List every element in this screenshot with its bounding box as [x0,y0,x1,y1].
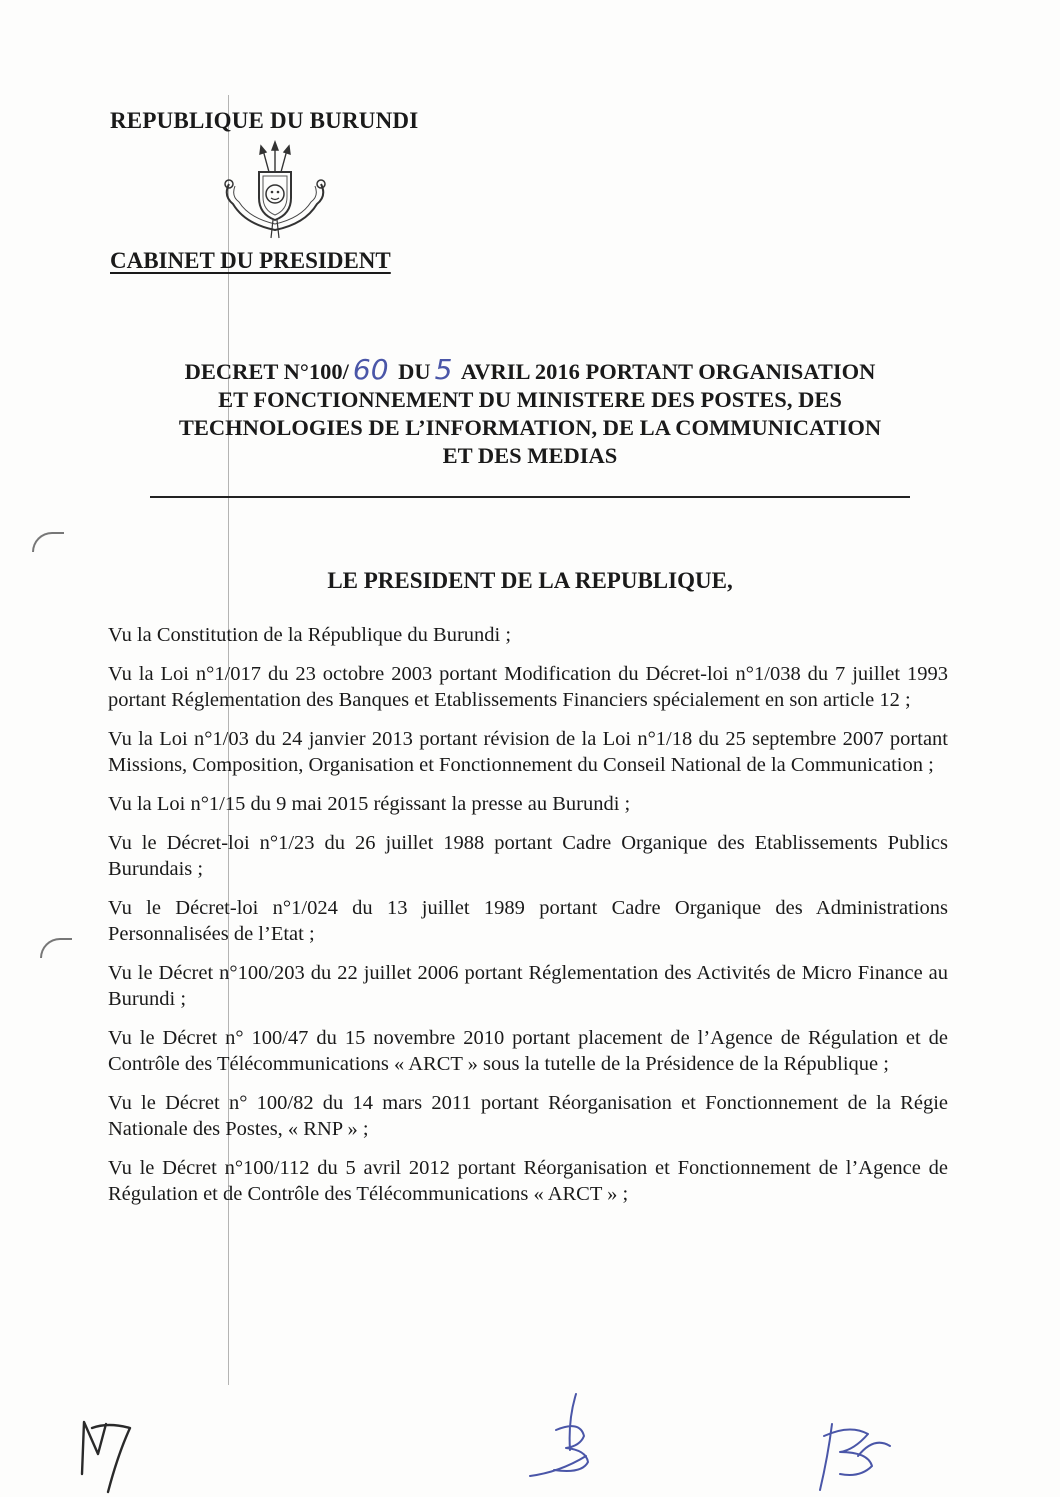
decree-title-line-4: ET DES MEDIAS [442,443,618,468]
considerant-paragraph: Vu le Décret-loi n°1/024 du 13 juillet 1989 portant Cadre Organique des Administrations Personnalisées de l’Etat ; [108,897,948,945]
decree-number-prefix: DECRET N°100/ [184,359,349,384]
decree-title-line-1 [110,353,950,386]
burundi-coat-of-arms-icon [215,140,335,248]
decree-number-handwritten: 60 [352,353,389,386]
country-heading: REPUBLIQUE DU BURUNDI [110,108,419,133]
considerant-paragraph: Vu la Constitution de la République du Burundi ; [108,624,512,646]
decree-day-handwritten: 5 [434,353,453,386]
title-divider [150,496,910,498]
considerant-paragraph: Vu le Décret n°100/203 du 22 juillet 2006 portant Réglementation des Activités de Micro Finance au Burundi ; [108,962,948,1010]
decree-title [110,353,950,470]
considerant-paragraph: Vu la Loi n°1/15 du 9 mai 2015 régissant la presse au Burundi ; [108,793,631,815]
considerant-paragraph: Vu la Loi n°1/017 du 23 octobre 2003 portant Modification du Décret-loi n°1/038 du 7 juillet 1993 portant Réglementation des Banques et Etablissements Financiers spécialement en son article 12 ; [108,663,948,711]
considerant-paragraph: Vu le Décret n° 100/47 du 15 novembre 2010 portant placement de l’Agence de Régulation et de Contrôle des Télécommunications « ARCT » sous la tutelle de la Présidence de la République ; [108,1027,948,1075]
considerant-paragraph: Vu le Décret-loi n°1/23 du 26 juillet 1988 portant Cadre Organique des Etablissements Publics Burundais ; [108,832,948,880]
decree-title-line-3: TECHNOLOGIES DE L’INFORMATION, DE LA COMMUNICATION [178,415,882,440]
president-heading: LE PRESIDENT DE LA REPUBLIQUE, [327,568,733,593]
considerant-paragraph: Vu le Décret n° 100/82 du 14 mars 2011 portant Réorganisation et Fonctionnement de la Régie Nationale des Postes, « RNP » ; [108,1092,948,1140]
initials-signature-center [510,1390,610,1486]
initials-signature-right [810,1416,900,1496]
initials-signature-left [78,1414,148,1494]
considerant-paragraph: Vu le Décret n°100/112 du 5 avril 2012 portant Réorganisation et Fonctionnement de l’Agence de Régulation et de Contrôle des Télécommunications « ARCT » ; [108,1157,948,1205]
decree-line-1-rest: AVRIL 2016 PORTANT ORGANISATION [460,359,876,384]
considerant-paragraph: Vu la Loi n°1/03 du 24 janvier 2013 portant révision de la Loi n°1/18 du 25 septembre 2007 portant Missions, Composition, Organisation et Fonctionnement du Conseil National de la Communication ; [108,728,948,776]
punch-hole-mark [32,532,64,552]
decree-title-line-2: ET FONCTIONNEMENT DU MINISTERE DES POSTES, DES [218,387,842,412]
considerants-list [108,622,948,1220]
decree-du: DU [398,359,431,384]
office-heading: CABINET DU PRESIDENT [110,248,391,273]
punch-hole-mark [40,938,72,958]
